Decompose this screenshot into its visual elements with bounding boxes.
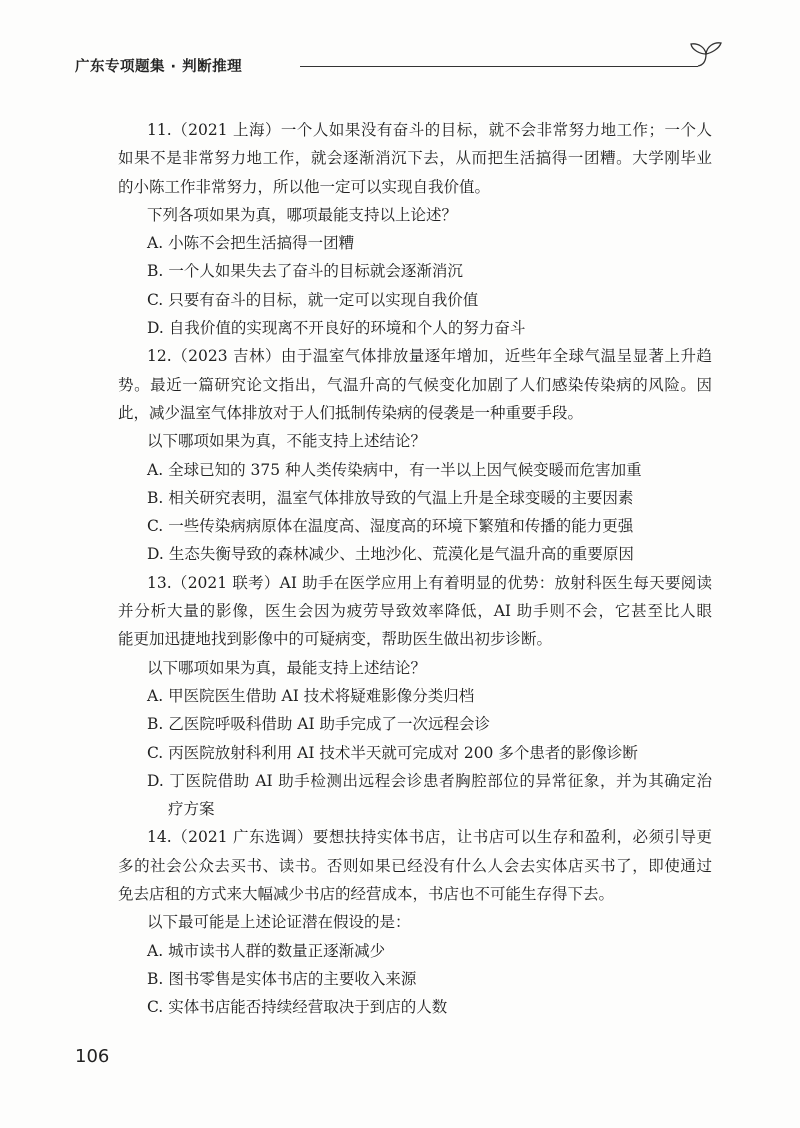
question-prompt: 以下哪项如果为真，不能支持上述结论？: [147, 432, 427, 451]
option-text: 只要有奋斗的目标，就一定可以实现自我价值: [168, 290, 479, 309]
option-b: [118, 965, 712, 993]
option-b: [118, 710, 712, 738]
option-label: C.: [147, 517, 164, 536]
option-label: D.: [147, 319, 164, 338]
sprout-icon: [678, 34, 730, 74]
option-a: [118, 456, 712, 484]
question-stem-line: 此，减少温室气体排放对于人们抵制传染病的侵袭是一种重要手段。: [118, 403, 584, 422]
question-12: [118, 342, 712, 568]
option-label: A.: [147, 234, 164, 253]
option-c: [118, 512, 712, 540]
option-text: 城市读书人群的数量正逐渐减少: [168, 941, 386, 960]
option-label: D.: [147, 771, 164, 790]
option-label: B.: [147, 488, 164, 507]
question-stem-line: 多的社会公众去买书、读书。否则如果已经没有什么人会去实体店买书了，即使通过: [118, 856, 712, 875]
option-label: C.: [147, 998, 164, 1017]
option-label: D.: [147, 545, 164, 564]
option-text: 甲医院医生借助 AI 技术将疑难影像分类归档: [168, 686, 475, 705]
page-number: 106: [75, 1046, 110, 1067]
option-text: 生态失衡导致的森林减少、土地沙化、荒漠化是气温升高的重要原因: [168, 545, 634, 564]
option-b: [118, 484, 712, 512]
question-prompt: 下列各项如果为真，哪项最能支持以上论述？: [147, 205, 458, 224]
running-header-title: 广东专项题集 · 判断推理: [75, 59, 243, 75]
option-label: A.: [147, 460, 164, 479]
option-c: [118, 993, 712, 1021]
option-d: [118, 540, 712, 568]
question-prompt: 以下哪项如果为真，最能支持上述结论？: [147, 658, 427, 677]
question-stem-line: 并分析大量的影像，医生会因为疲劳导致效率降低，AI 助手则不会，它甚至比人眼: [118, 602, 712, 621]
option-text: 相关研究表明，温室气体排放导致的气温上升是全球变暖的主要因素: [168, 488, 634, 507]
option-label: B.: [147, 969, 164, 988]
header-rule: [300, 66, 698, 67]
question-stem-line: 的小陈工作非常努力，所以他一定可以实现自我价值。: [118, 177, 491, 196]
option-a: [118, 682, 712, 710]
question-stem-line: 势。最近一篇研究论文指出，气温升高的气候变化加剧了人们感染传染病的风险。因: [118, 375, 712, 394]
option-label: C.: [147, 290, 164, 309]
option-a: [118, 937, 712, 965]
option-label: B.: [147, 715, 164, 734]
option-label: A.: [147, 686, 164, 705]
option-text: 实体书店能否持续经营取决于到店的人数: [168, 998, 448, 1017]
option-text: 乙医院呼吸科借助 AI 助手完成了一次远程会诊: [168, 715, 490, 734]
option-text: 丙医院放射科利用 AI 技术半天就可完成对 200 多个患者的影像诊断: [168, 743, 638, 762]
question-stem-line: 12.（2023 吉林）由于温室气体排放量逐年增加，近些年全球气温呈显著上升趋: [147, 347, 712, 366]
option-text: 丁医院借助 AI 助手检测出远程会诊患者胸腔部位的异常征象，并为其确定治: [168, 771, 712, 790]
option-d: [118, 314, 712, 342]
option-text: 自我价值的实现离不开良好的环境和个人的努力奋斗: [168, 319, 526, 338]
question-stem-line: 13.（2021 联考）AI 助手在医学应用上有着明显的优势：放射科医生每天要阅读: [147, 573, 712, 592]
question-list: [118, 116, 712, 1022]
option-text: 一些传染病病原体在温度高、湿度高的环境下繁殖和传播的能力更强: [168, 517, 634, 536]
option-label: C.: [147, 743, 164, 762]
question-11: [118, 116, 712, 342]
option-text: 一个人如果失去了奋斗的目标就会逐渐消沉: [168, 262, 463, 281]
option-text: 图书零售是实体书店的主要收入来源: [168, 969, 417, 988]
option-c: [118, 739, 712, 767]
option-d: [118, 767, 712, 795]
question-stem-line: 能更加迅捷地找到影像中的可疑病变，帮助医生做出初步诊断。: [118, 630, 553, 649]
option-label: B.: [147, 262, 164, 281]
question-13: [118, 569, 712, 824]
question-stem-line: 14.（2021 广东选调）要想扶持实体书店，让书店可以生存和盈利，必须引导更: [147, 828, 712, 847]
question-14: [118, 823, 712, 1021]
question-stem-line: 如果不是非常努力地工作，就会逐渐消沉下去，从而把生活搞得一团糟。大学刚毕业: [118, 149, 712, 168]
option-a: [118, 229, 712, 257]
option-b: [118, 257, 712, 285]
question-prompt: 以下最可能是上述论证潜在假设的是：: [147, 913, 411, 932]
option-c: [118, 286, 712, 314]
question-stem-line: 11.（2021 上海）一个人如果没有奋斗的目标，就不会非常努力地工作；一个人: [147, 121, 712, 139]
option-text: 小陈不会把生活搞得一团糟: [168, 234, 355, 253]
option-d-continuation: 疗方案: [168, 800, 215, 819]
question-stem-line: 免去店租的方式来大幅减少书店的经营成本，书店也不可能生存得下去。: [118, 885, 615, 904]
option-text: 全球已知的 375 种人类传染病中，有一半以上因气候变暖而危害加重: [168, 460, 642, 479]
option-label: A.: [147, 941, 164, 960]
